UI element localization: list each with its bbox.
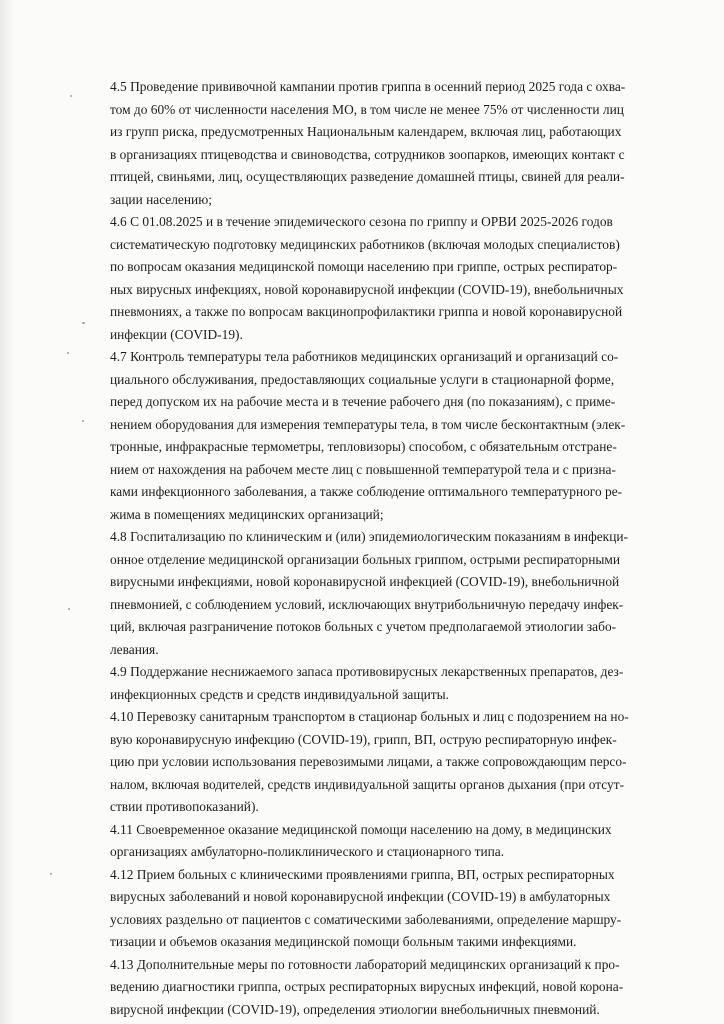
text-line: ций, включая разграничение потоков больных с учетом предполагаемой этиологии забо- [110,619,617,634]
text-line: 4.7 Контроль температуры тела работников медицинских организаций и организаций со- [110,349,619,364]
text-line: 4.8 Госпитализацию по клиническим и (или) эпидемиологическим показаниям в инфекци- [110,529,628,544]
text-line: 4.9 Поддержание неснижаемого запаса противовирусных лекарственных препаратов, дез- [110,664,624,679]
text-line: 4.6 С 01.08.2025 и в течение эпидемического сезона по гриппу и ОРВИ 2025-2026 годов [110,214,613,229]
text-line: пневмониях, а также по вопросам вакцинопрофилактики гриппа и новой коронавирусной [110,304,623,319]
text-line: вирусными инфекциями, новой коронавирусной инфекцией (COVID-19), внебольничной [110,574,620,589]
text-line: зации населению; [110,191,212,207]
text-line: нением оборудования для измерения температуры тела, в том числе бесконтактным (элек- [110,416,626,432]
text-line: ками инфекционного заболевания, а также соблюдение оптимального температурного ре- [110,484,623,499]
text-line: пневмонией, с соблюдением условий, исключающих внутрибольничную передачу инфек- [110,596,624,612]
text-line: циального обслуживания, предоставляющих социальные услуги в стационарной форме, [110,371,615,387]
text-line: в организациях птицеводства и свиноводства, сотрудников зоопарков, имеющих контакт с [110,146,625,162]
paragraph-4-7 [110,346,666,526]
paragraph-4-8 [110,526,666,661]
text-line: инфекционных средств и средств индивидуальной защиты. [110,686,450,702]
text-line: онное отделение медицинской организации больных гриппом, острыми респираторными [110,551,621,567]
text-line: ных вирусных инфекциях, новой коронавирусной инфекции (COVID-19), внебольничных [110,281,624,297]
text-line: 4.10 Перевозку санитарным транспортом в стационар больных и лиц с подозрением на но- [110,709,629,724]
paragraph-4-5 [110,76,666,211]
paragraph-4-6 [110,211,666,346]
text-line: 4.11 Своевременное оказание медицинской помощи населению на дому, в медицинских [110,821,612,837]
text-line: инфекции (COVID-19). [110,326,243,342]
text-line: том до 60% от численности населения МО, в том числе не менее 75% от численности лиц [110,101,624,117]
paragraph-4-12 [110,864,666,954]
text-line: по вопросам оказания медицинской помощи населению при гриппе, острых респиратор- [110,259,618,274]
text-line: систематическую подготовку медицинских работников (включая молодых специалистов) [110,236,620,252]
scan-speck [82,322,85,324]
text-line: из групп риска, предусмотренных Национальным календарем, включая лиц, работающих [110,124,622,139]
text-line: перед допуском их на рабочие места и в течение рабочего дня (по показаниям), с приме- [110,394,616,409]
text-line: ствии противопоказаний). [110,799,259,814]
text-line: вирусной инфекции (COVID-19), определения этиологии внебольничных пневмоний. [110,1001,600,1017]
text-line: вую коронавирусную инфекцию (COVID-19), грипп, ВП, острую респираторную инфек- [110,731,617,747]
text-line: тронные, инфракрасные термометры, тепловизоры) способом, с обязательным отстране- [110,439,617,454]
text-line: 4.13 Дополнительные меры по готовности лабораторий медицинских организаций к про- [110,956,620,972]
text-line: налом, включая водителей, средств индивидуальной защиты органов дыхания (при отсут- [110,776,625,792]
text-line: 4.5 Проведение прививочной кампании против гриппа в осенний период 2025 года с охва- [110,79,626,94]
scan-speck [70,95,72,97]
paragraph-4-11 [110,819,666,864]
text-line: 4.12 Прием больных с клиническими проявлениями гриппа, ВП, острых респираторных [110,866,615,882]
text-line: организациях амбулаторно-поликлинического и стационарного типа. [110,844,505,859]
text-line: левания. [110,641,159,657]
text-line: нием от нахождения на рабочем месте лиц с повышенной температурой тела и с призна- [110,461,616,477]
text-line: условиях раздельно от пациентов с соматическими заболеваниями, определение маршру- [110,911,622,927]
paragraph-4-13 [110,954,666,1022]
scan-speck [67,352,69,354]
document-body [110,76,666,1021]
text-line: цию при условии использования перевозимыми лицами, а также сопровождающим персо- [110,754,627,769]
scan-speck [68,608,70,610]
scan-edge-shadow [0,0,14,1024]
text-line: жима в помещениях медицинских организаций; [110,506,384,522]
paragraph-4-10 [110,706,666,819]
text-line: птицей, свиньями, лиц, осуществляющих разведение домашней птицы, свиней для реали- [110,169,625,184]
text-line: вирусных заболеваний и новой коронавирусной инфекции (COVID-19) в амбулаторных [110,889,611,904]
text-line: ведению диагностики гриппа, острых респираторных вирусных инфекций, новой корона- [110,979,624,994]
text-line: тизации и объемов оказания медицинской помощи больным такими инфекциями. [110,934,577,949]
paragraph-4-9 [110,661,666,706]
scan-speck [50,873,52,875]
scan-speck [82,420,84,422]
